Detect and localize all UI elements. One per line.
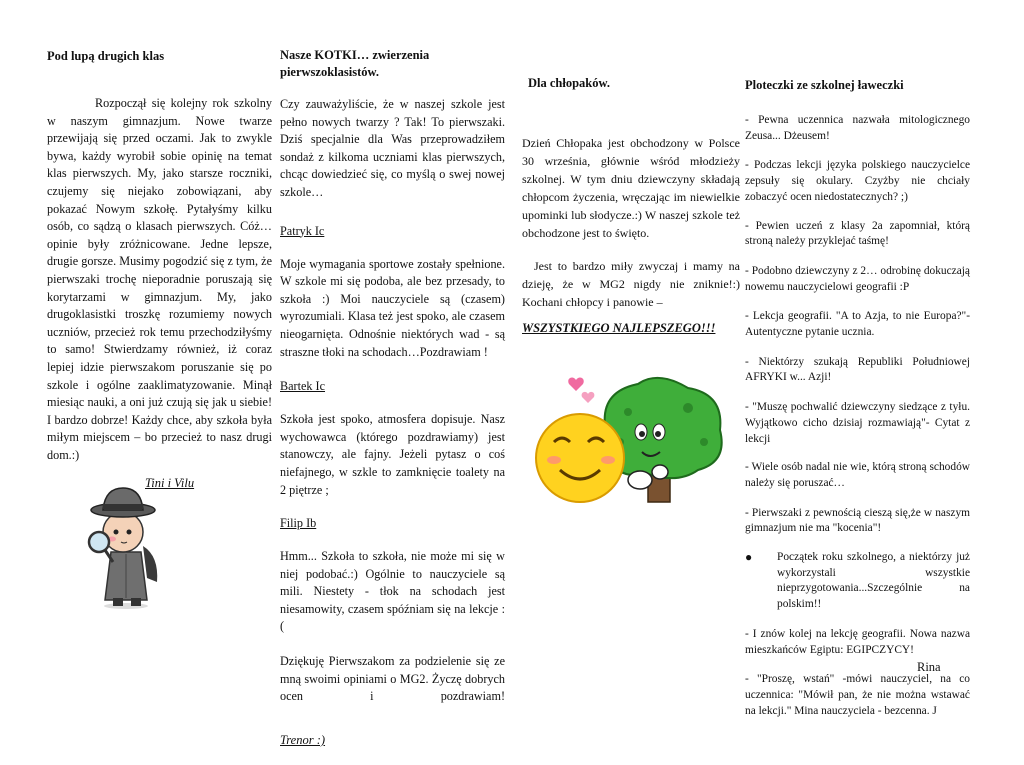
list-item-bullet: ● Początek roku szkolnego, a niektórzy już wykorzystali wszystkie nieprzygotowania...Szczególnie na polskim!!	[745, 550, 970, 613]
article-title: Pod lupą drugich klas	[47, 49, 165, 63]
article-title: Dla chłopaków.	[528, 76, 610, 90]
article-signature: Trenor :)	[280, 732, 326, 747]
column-dla-chlopakow	[522, 0, 740, 337]
entry-text: Szkoła jest spoko, atmosfera dopisuje. Nasz wychowawca (którego pozdrawiamy) jest stanowczy, ale fajny. Jeżeli pytasz o coś niefajnego, w szkle to zamknięcie toalety na 2 piętrze ;	[280, 412, 505, 497]
list-item: - Pierwszaki z pewnością cieszą się,że w naszym gimnazjum nie ma "kocenia"!	[745, 506, 970, 535]
gossip-list	[745, 113, 970, 719]
entry-name: Bartek Ic	[280, 379, 326, 394]
list-item: - Wiele osób nadal nie wie, którą stroną schodów należy się poruszać…	[745, 461, 970, 489]
article-paragraph: Dzień Chłopaka jest obchodzony w Polsce 30 września, głównie wśród młodzieży szkolnej. W tym dniu dziewczyny składają chłopcom życzenia, wręczając im niewielkie upominki lub słodycze.:) W naszej szkole też obchodzone jest to święto.	[522, 136, 740, 240]
article-title: Nasze KOTKI… zwierzenia pierwszoklasistów.	[280, 48, 430, 79]
list-item: - Niektórzy szukają Republiki Południowej AFRYKI w... Azji!	[745, 355, 970, 384]
article-signature: Rina	[917, 660, 941, 674]
list-item: - "Proszę, wstań" -mówi nauczyciel, na co uczennica: "Mówił pan, że nie można wstawać na lekcji." Mina nauczyciela - bezcenna. J	[745, 673, 970, 717]
list-item: - Pewien uczeń z klasy 2a zapomniał, którą stroną należy przyklejać taśmę!	[745, 219, 970, 248]
column-pod-lupa	[47, 0, 272, 492]
list-item: - Podczas lekcji języka polskiego nauczycielce zepsuły się okulary. Czyżby nie chciały zobaczyć ocen niedostatecznych? ;)	[745, 159, 970, 203]
detective-cartoon-icon	[81, 482, 171, 610]
article-body: Rozpoczął się kolejny rok szkolny w naszym gimnazjum. Nowe twarze przewijają się przed oczami. Jak to zwykle bywa, każdy wyrobił sobie opinię na temat klas pierwszych. My, jako starsze roczniki, czujemy się niejako zobowiązani, aby pokazać Nowym szkołę. Pytałyśmy kilku osób, co sądzą o klasach pierwszych. Cóż… opinie były zróżnicowane. Jedne lepsze, drugie gorsze. Musimy pogodzić się z tym, że pierwszaki trochę nieporadnie poruszają się korytarzami w gimnazjum. My, jako drugoklasistki troszkę rozumiemy nowych uczniów, przecież rok temu przechodziłyśmy to samo! Stwierdzamy również, iż coraz lepiej idzie pierwszakom poruszanie się po szkole i ogólne zaaklimatyzowanie. Minął miesiąc nauki, a oni już czują się jak u siebie! I bardzo dobrze! Każdy chce, aby szkoła była miłym miejscem – bo przecież to nasz drugi dom.:)	[47, 96, 272, 462]
entry-text: Moje wymagania sportowe zostały spełnione. W szkole mi się podoba, ale bez przesady, to szkoła :) Moi nauczyciele są (czasem) wyrozumiali. Klasa też jest spoko, ale czasem nieogarnięta. Odnośnie niektórych wad - są straszne tłoki na schodach…Pozdrawiam !	[280, 256, 505, 359]
article-signature: Tini i Vilu	[145, 476, 195, 491]
list-item: - I znów kolej na lekcję geografii. Nowa nazwa mieszkańców Egiptu: EGIPCZYCY!	[745, 627, 970, 656]
wish-banner: WSZYSTKIEGO NAJLEPSZEGO!!!	[522, 321, 716, 335]
column-ploteczki	[745, 0, 970, 719]
article-paragraph: Jest to bardzo miły zwyczaj i mamy na dzieję, że w MG2 nigdy nie zniknie!:) Kochani chłopcy i panowie –	[522, 259, 740, 309]
entry-name: Filip Ib	[280, 516, 317, 531]
bullet-icon: ●	[745, 550, 753, 565]
article-title: Ploteczki ze szkolnej ławeczki	[745, 78, 904, 92]
list-item: - Lekcja geografii. "A to Azja, to nie Europa?"- Autentyczne pytanie ucznia.	[745, 310, 970, 339]
list-item: - "Muszę pochwalić dziewczyny siedzące z tyłu. Wyjątkowo cicho dzisiaj rozmawiają"- Cytat z lekcji	[745, 401, 970, 445]
list-item: - Pewna uczennica nazwała mitologicznego Zeusa... Dżeusem!	[745, 114, 970, 142]
article-closing: Dziękuję Pierwszakom za podzielenie się ze mną swoimi opiniami o MG2. Życzę dobrych ocen i pozdrawiam!	[280, 654, 505, 704]
smiley-hugging-tree-icon	[528, 372, 728, 532]
article-intro: Czy zauważyliście, że w naszej szkole jest pełno nowych twarzy ? Tak! To pierwszaki. Dziś specjalnie dla Was przeprowadziłem sondaż z kilkoma uczniami klas pierwszych, chcąc dowiedzieć się, co myślą o swej nowej szkole…	[280, 97, 505, 199]
column-nasze-kotki	[280, 0, 505, 765]
entry-text: Hmm... Szkoła to szkoła, nie może mi się w niej podobać.:) Ogólnie to nauczyciele są mili. Niestety - tłok na schodach jest niesamowity, czasem spóźniam się na lekcje :(	[280, 549, 505, 634]
entry-name: Patryk Ic	[280, 223, 325, 238]
list-item: - Podobno dziewczyny z 2… odrobinę dokuczają nowemu nauczycielowi geografii :P	[745, 264, 970, 293]
